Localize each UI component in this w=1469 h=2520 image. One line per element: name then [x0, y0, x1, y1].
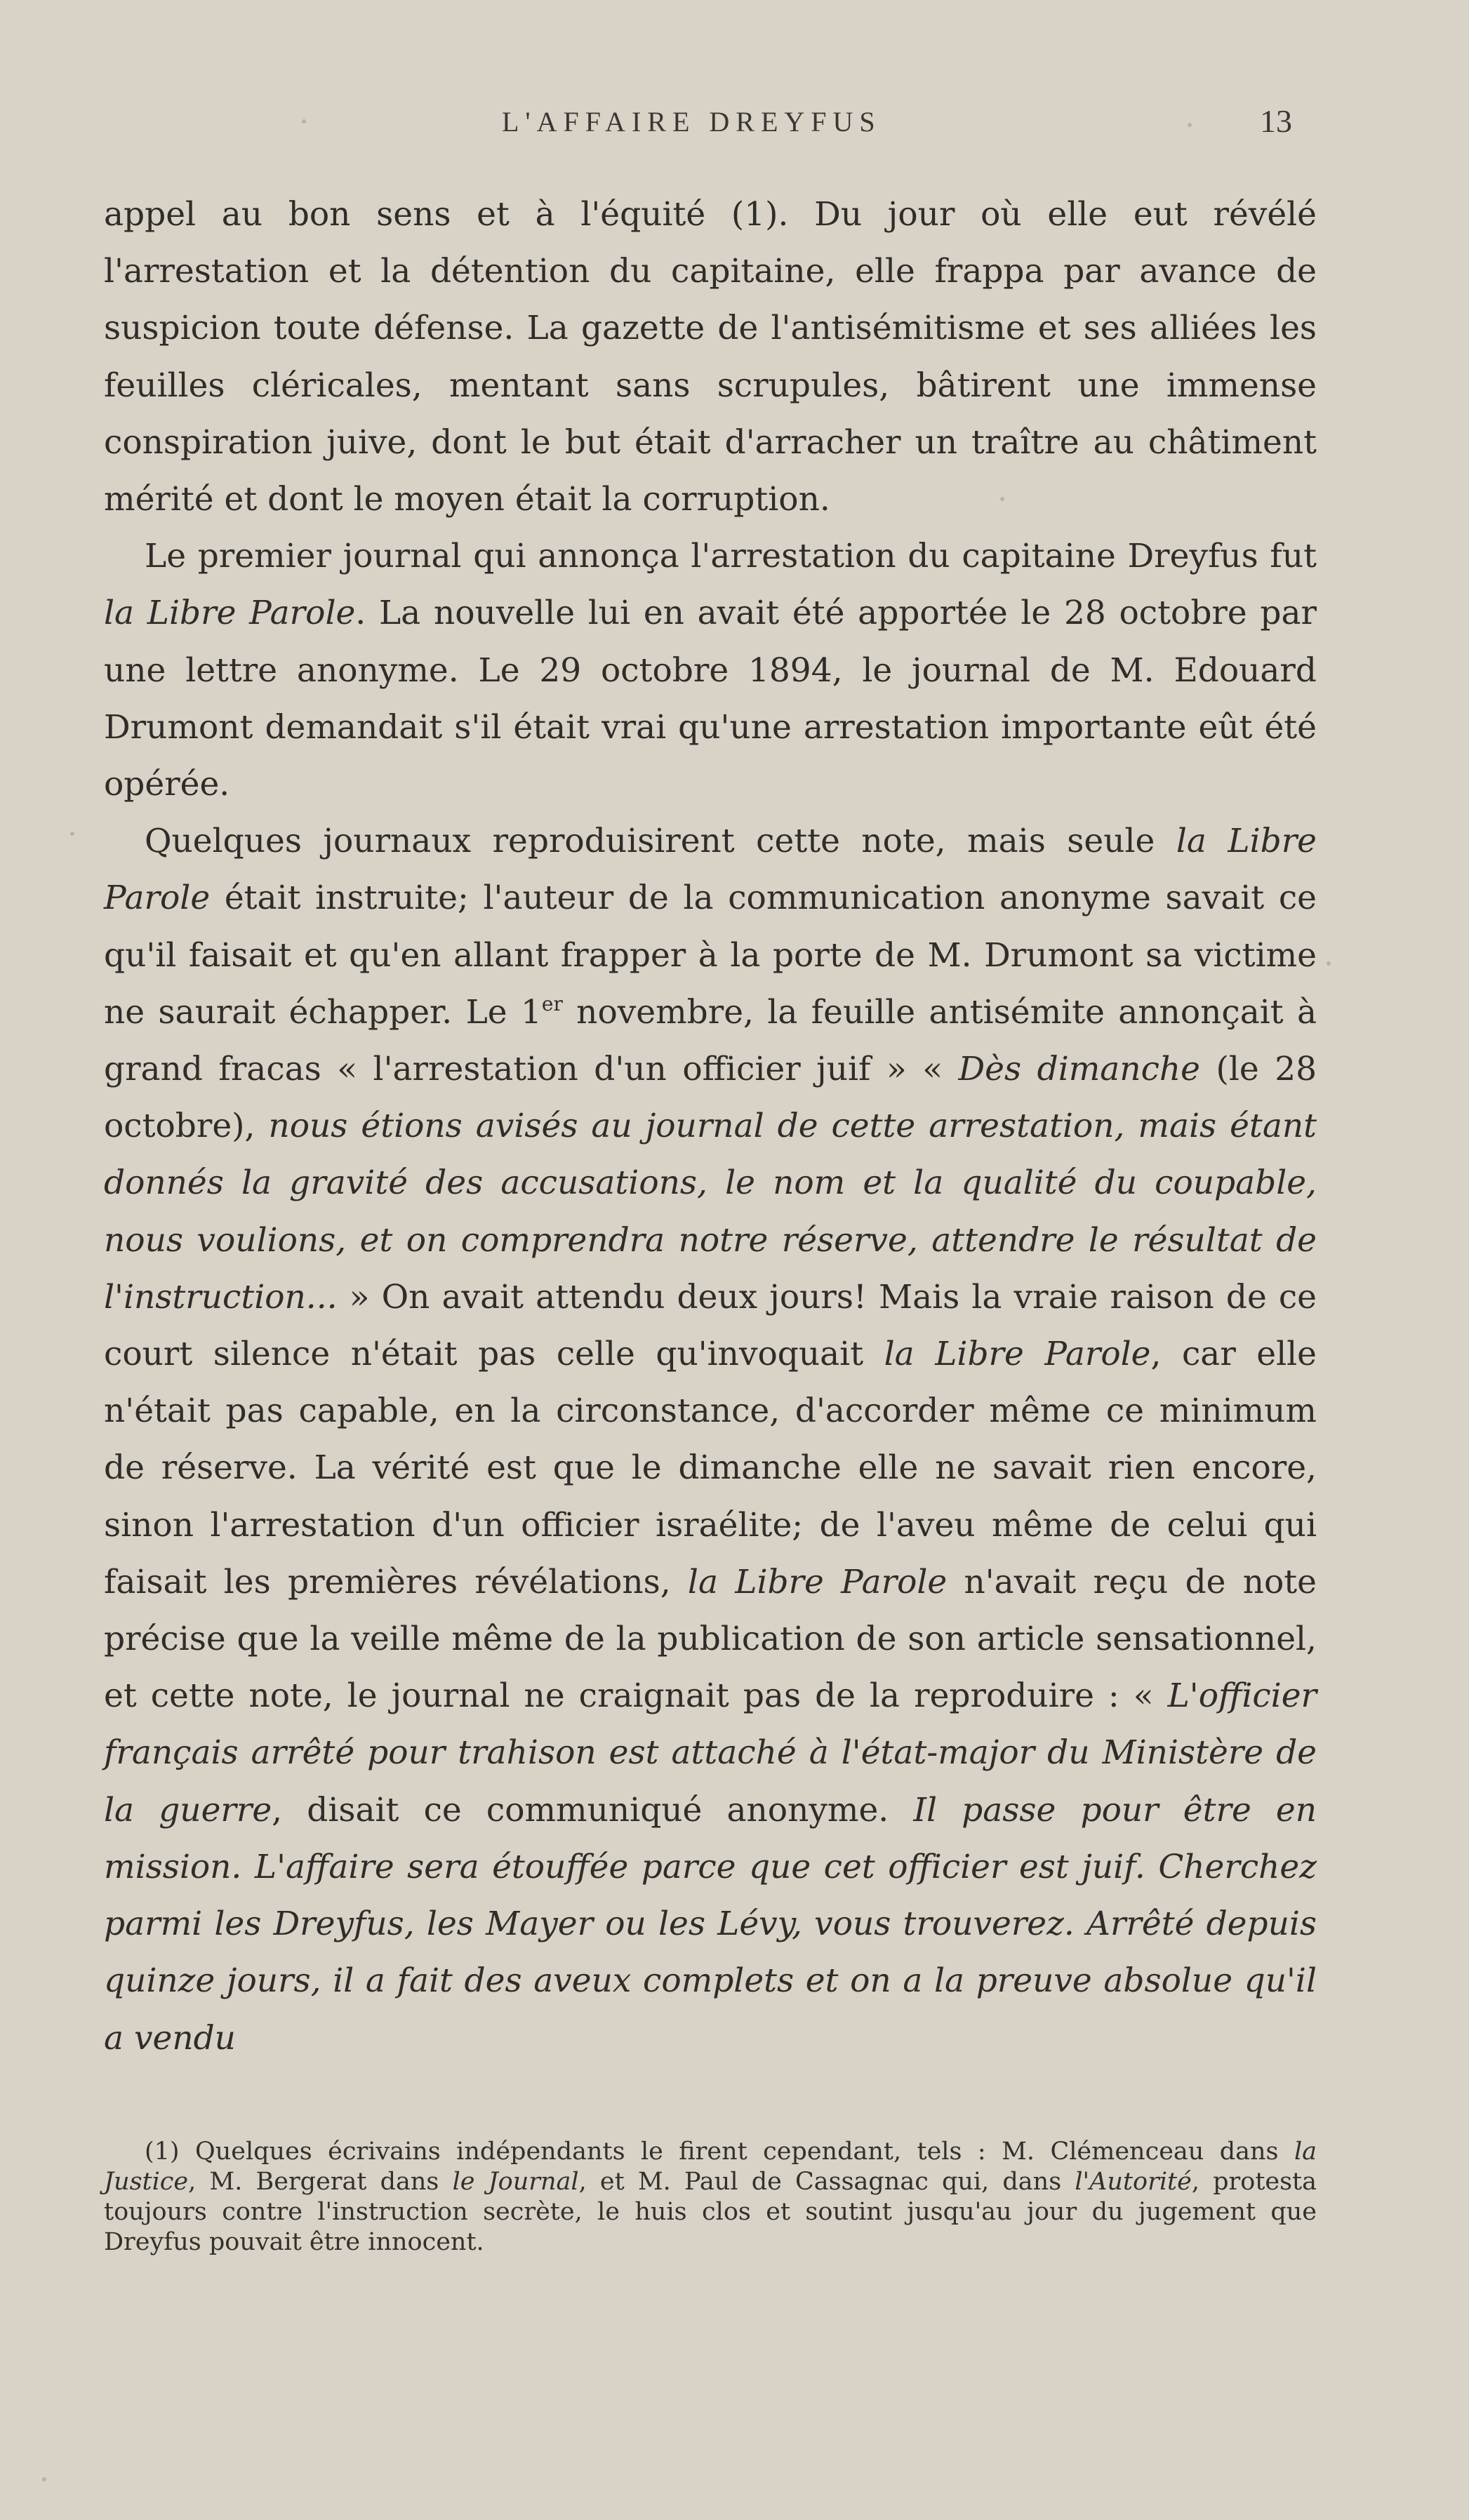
running-header [0, 105, 1469, 147]
text-run: , M. Bergerat dans [188, 2168, 453, 2196]
main-text [104, 186, 1317, 2067]
text-run: » On avait attendu deux jours! Mais la vraie raison de ce court silence n'était pas celle qu'invoquait [104, 1277, 1317, 1374]
italic-text: la Libre Parole [884, 1335, 1151, 1374]
text-run: , et M. Paul de Cassagnac qui, dans [578, 2168, 1075, 2196]
italic-text: nous étions avisés au journal de cette arrestation, mais étant donnés la gravité des accusations, le nom et la qualité du coupable, nous voulions, et on comprendra notre réserve, attendre le résultat de l'instruction... [104, 1107, 1317, 1316]
paper-speck [1000, 497, 1004, 501]
text-run: Quelques journaux reproduisirent cette note, mais seule [145, 822, 1176, 861]
italic-text: la Libre Parole [104, 822, 1317, 918]
paragraph [104, 186, 1317, 528]
text-run: , car elle n'était pas capable, en la circonstance, d'accorder même ce minimum de réserve. La vérité est que le dimanche elle ne savait rien encore, sinon l'arrestation d'un officier israélite; de l'aveu même de celui qui faisait les premières révélations, [104, 1335, 1317, 1601]
paper-speck [42, 2477, 46, 2481]
text-run: . La nouvelle lui en avait été apportée le 28 octobre par une lettre anonyme. Le 29 octobre 1894, le journal de M. Edouard Drumont demandait s'il était vrai qu'une arrestation importante eût été opérée. [104, 594, 1317, 804]
text-run: était instruite; l'auteur de la communication anonyme savait ce qu'il faisait et qu'en allant frapper à la porte de M. Drumont sa victime ne saurait échapper. Le 1 [104, 879, 1317, 1032]
paper-speck [1188, 123, 1192, 127]
page-number: 13 [1260, 103, 1292, 139]
text-run: , protesta toujours contre l'instruction secrète, le huis clos et soutint jusqu'au jour du jugement que Dreyfus pouvait être innocent. [104, 2168, 1317, 2256]
text-run: , disait ce communiqué anonyme. [272, 1790, 914, 1829]
italic-text: L'officier français arrêté pour trahison est attaché à l'état-major du Ministère de la guerre [104, 1676, 1317, 1829]
paper-speck [302, 119, 306, 124]
italic-text: l'Autorité [1075, 2168, 1192, 2196]
text-run: novembre, la feuille antisémite annonçait à grand fracas « l'arrestation d'un officier juif » « [104, 992, 1317, 1089]
text-run: appel au bon sens et à l'équité (1). Du jour où elle eut révélé l'arrestation et la détention du capitaine, elle frappa par avance de suspicion toute défense. La gazette de l'antisémitisme et ses alliées les feuilles cléricales, mentant sans scrupules, bâtirent une immense conspiration juive, dont le but était d'arracher un traître au châtiment mérité et dont le moyen était la corruption. [104, 195, 1317, 519]
paragraph [104, 528, 1317, 813]
italic-text: la Libre Parole [687, 1562, 948, 1601]
footnote-area [104, 2137, 1317, 2258]
text-run: n'avait reçu de note précise que la veille même de la publication de son article sensationnel, et cette note, le journal ne craignait pas de la reproduire : « [104, 1562, 1317, 1716]
paper-speck [70, 832, 74, 836]
running-title: L'AFFAIRE DREYFUS [502, 106, 882, 138]
italic-text: la Libre Parole [104, 594, 356, 633]
italic-text: la Justice [104, 2138, 1317, 2196]
italic-text: Dès dimanche [958, 1050, 1200, 1089]
paper-speck [1327, 961, 1331, 966]
text-run: Le premier journal qui annonça l'arrestation du capitaine Dreyfus fut [145, 537, 1317, 576]
paragraph [104, 813, 1317, 2066]
text-run: (1) Quelques écrivains indépendants le firent cependant, tels : M. Clémenceau dans [145, 2138, 1294, 2166]
footnote [104, 2137, 1317, 2258]
superscript: er [541, 992, 563, 1015]
text-run: (le 28 octobre), [104, 1050, 1317, 1146]
italic-text: le Journal [452, 2168, 579, 2196]
italic-text: Il passe pour être en mission. L'affaire sera étouffée parce que cet officier est juif. Cherchez parmi les Dreyfus, les Mayer ou les Lévy, vous trouverez. Arrêté depuis quinze jours, il a fait des aveux complets et on a la preuve absolue qu'il a vendu [104, 1790, 1317, 2058]
